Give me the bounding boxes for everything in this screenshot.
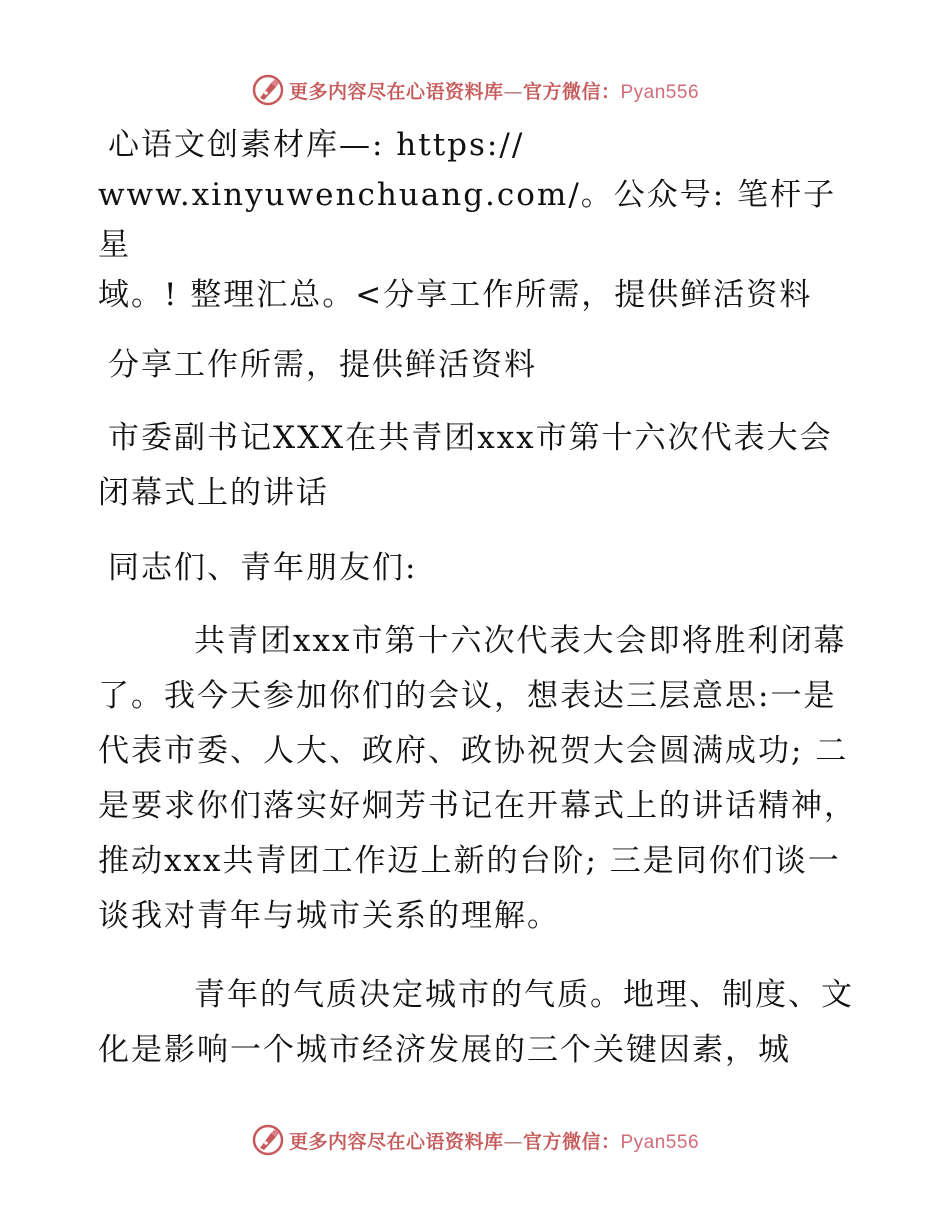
speech-title: 市委副书记XXX在共青团xxx市第十六次代表大会闭幕式上的讲话 xyxy=(98,420,833,511)
footer-watermark-text xyxy=(289,1127,699,1154)
header-official-label: 官方微信： xyxy=(522,80,621,103)
salutation: 同志们、青年朋友们: xyxy=(108,550,418,586)
page-header xyxy=(0,70,950,110)
footer-official-label: 官方微信： xyxy=(522,1130,621,1153)
pen-nib-logo-icon xyxy=(251,1123,285,1157)
subtitle: 分享工作所需，提供鲜活资料 xyxy=(108,347,537,383)
paragraph-1: 共青团xxx市第十六次代表大会即将胜利闭幕了。我今天参加你们的会议，想表达三层意思:一是代表市委、人大、政府、政协祝贺大会圆满成功; 二是要求你们落实好炯芳书记在开幕式上的讲话精神，推动xxx共青团工作迈上新的台阶; 三是同你们谈一谈我对青年与城市关系的理解。 xyxy=(98,623,857,934)
paragraph-2: 青年的气质决定城市的气质。地理、制度、文化是影响一个城市经济发展的三个关键因素，城 xyxy=(98,977,854,1068)
intro-line-2: www.xinyuwenchuang.com/。公众号: 笔杆子星 xyxy=(98,177,837,263)
intro-line-3: 域。! 整理汇总。<分享工作所需，提供鲜活资料 xyxy=(98,277,813,313)
document-body xyxy=(98,120,858,1078)
footer-separator: — xyxy=(503,1130,523,1153)
header-text-cn: 更多内容尽在心语资料库 xyxy=(288,80,504,103)
pen-nib-logo-icon xyxy=(251,73,285,107)
page-footer xyxy=(0,1120,950,1160)
intro-line-1: 心语文创素材库—: https:// xyxy=(108,127,525,163)
footer-text-cn: 更多内容尽在心语资料库 xyxy=(288,1130,504,1153)
header-wechat-id: Pyan556 xyxy=(620,81,700,103)
header-separator: — xyxy=(503,80,523,103)
header-watermark-text xyxy=(289,77,699,104)
footer-wechat-id: Pyan556 xyxy=(620,1131,700,1153)
